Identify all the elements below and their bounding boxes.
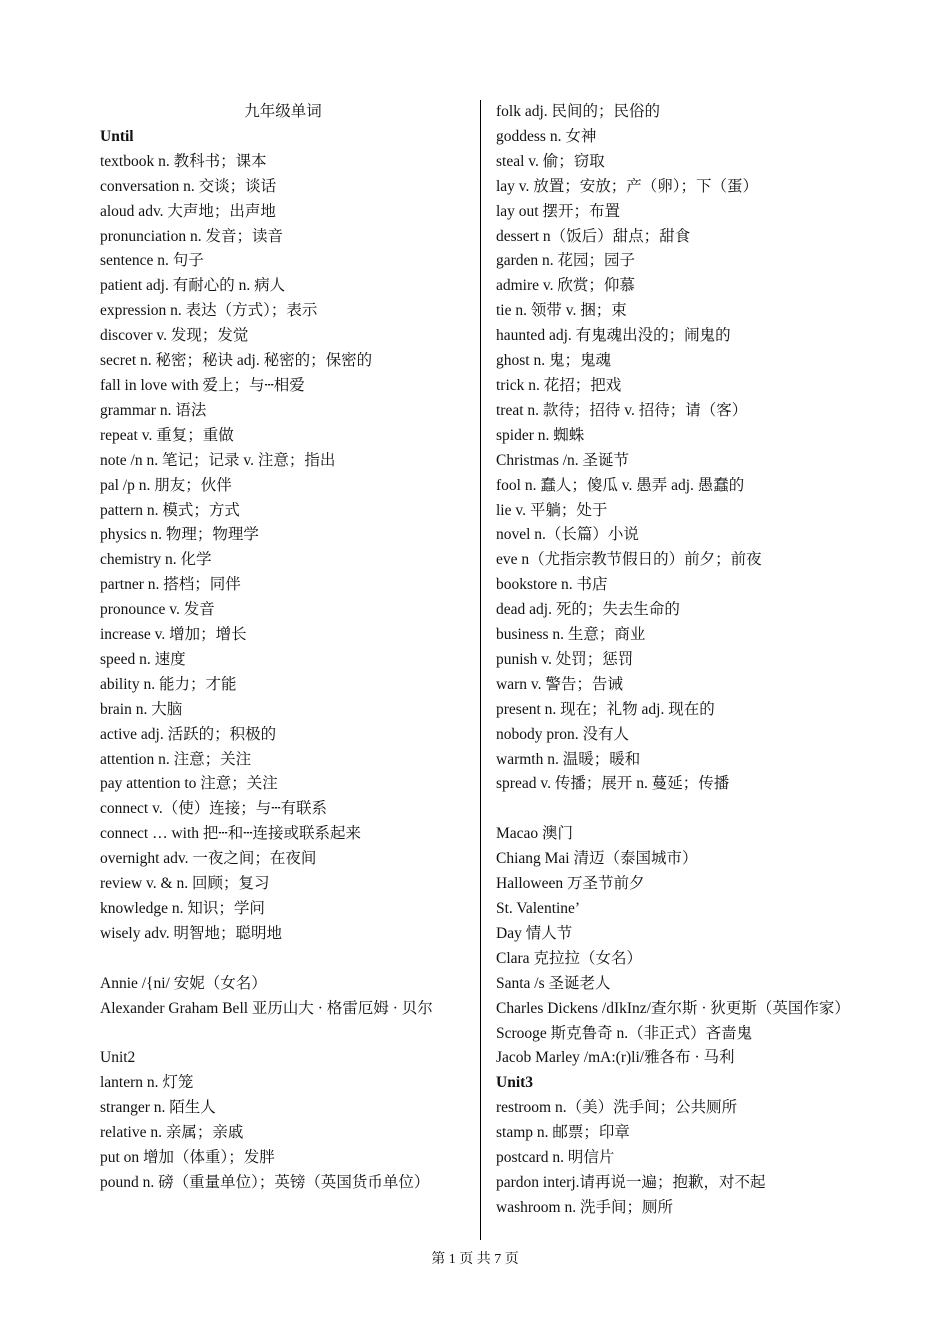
vocab-entry: fall in love with 爱上；与┄相爱 <box>100 376 305 394</box>
vocab-entry: pay attention to 注意；关注 <box>100 775 278 793</box>
vocab-entry: overnight adv. 一夜之间；在夜间 <box>100 850 317 868</box>
vocab-entry: admire v. 欣赏；仰慕 <box>496 277 635 295</box>
vocab-entry: dessert n（饭后）甜点；甜食 <box>496 227 691 245</box>
vocab-entry: Day 情人节 <box>496 924 573 942</box>
vocab-entry: connect v.（使）连接；与┄有联系 <box>100 800 328 818</box>
vocab-entry: aloud adv. 大声地；出声地 <box>100 202 276 220</box>
vocab-entry: haunted adj. 有鬼魂出没的；闹鬼的 <box>496 327 731 345</box>
vocab-entry: Annie /{ni/ 安妮（女名） <box>100 974 267 992</box>
vocab-entry: Jacob Marley /mA:(r)li/雅各布 · 马利 <box>496 1049 735 1067</box>
vocab-entry: relative n. 亲属；亲戚 <box>100 1124 244 1142</box>
vocab-entry: novel n.（长篇）小说 <box>496 526 639 544</box>
vocab-entry: lay v. 放置；安放；产（卵）；下（蛋） <box>496 177 759 195</box>
vocab-entry: warmth n. 温暖；暖和 <box>496 750 641 768</box>
vocab-entry: attention n. 注意；关注 <box>100 750 252 768</box>
vocab-entry: partner n. 搭档；同伴 <box>100 576 241 594</box>
vocab-entry: knowledge n. 知识；学问 <box>100 900 265 917</box>
vocab-entry: Charles Dickens /dIkInz/查尔斯 · 狄更斯（英国作家） <box>496 999 850 1017</box>
vocab-entry: Alexander Graham Bell 亚历山大 · 格雷厄姆 · 贝尔 <box>100 999 433 1017</box>
vocab-entry: lay out 摆开；布置 <box>496 202 620 220</box>
column-divider <box>480 100 481 1240</box>
vocab-entry: treat n. 款待；招待 v. 招待；请（客） <box>496 401 748 419</box>
vocab-entry: Chiang Mai 清迈（泰国城市） <box>496 850 698 868</box>
blank-line <box>100 1022 466 1047</box>
blank-line <box>100 947 466 972</box>
vocab-entry: lantern n. 灯笼 <box>100 1074 194 1092</box>
vocab-entry: conversation n. 交谈；谈话 <box>100 177 277 195</box>
vocab-entry: chemistry n. 化学 <box>100 551 212 569</box>
vocab-entry: speed n. 速度 <box>100 650 186 668</box>
vocab-entry: discover v. 发现；发觉 <box>100 327 249 345</box>
vocab-entry: stranger n. 陌生人 <box>100 1099 216 1117</box>
vocab-entry: St. Valentine’ <box>496 899 581 917</box>
page-footer: 第 1 页 共 7 页 <box>431 1252 519 1267</box>
vocab-entry: increase v. 增加；增长 <box>100 626 247 644</box>
vocab-entry: put on 增加（体重）；发胖 <box>100 1149 275 1167</box>
vocab-entry: note /n n. 笔记；记录 v. 注意；指出 <box>100 451 336 469</box>
vocab-entry: business n. 生意；商业 <box>496 626 646 644</box>
vocab-entry: punish v. 处罚；惩罚 <box>496 650 634 668</box>
vocab-entry: steal v. 偷；窃取 <box>496 152 605 170</box>
vocab-entry: review v. & n. 回顾；复习 <box>100 875 270 893</box>
vocab-entry: washroom n. 洗手间；厕所 <box>496 1198 673 1216</box>
vocab-entry: garden n. 花园；园子 <box>496 252 636 270</box>
vocab-entry: pal /p n. 朋友；伙伴 <box>100 476 232 494</box>
vocab-entry: spider n. 蜘蛛 <box>496 426 585 444</box>
vocab-entry: Macao 澳门 <box>496 825 574 843</box>
vocab-entry: lie v. 平躺；处于 <box>496 501 608 519</box>
vocab-entry: Christmas /n. 圣诞节 <box>496 451 630 469</box>
vocab-entry: repeat v. 重复；重做 <box>100 426 234 444</box>
vocab-entry: goddess n. 女神 <box>496 127 597 145</box>
vocab-entry: Santa /s 圣诞老人 <box>496 974 611 992</box>
vocab-entry: postcard n. 明信片 <box>496 1149 615 1167</box>
unit-heading: Unit3 <box>496 1074 534 1092</box>
vocab-entry: Unit2 <box>100 1049 136 1067</box>
vocab-entry: trick n. 花招；把戏 <box>496 376 622 394</box>
vocab-entry: pound n. 磅（重量单位）；英镑（英国货币单位） <box>100 1173 430 1191</box>
page-title: 九年级单词 <box>244 103 322 120</box>
vocab-entry: Clara 克拉拉（女名） <box>496 949 642 967</box>
vocab-entry: wisely adv. 明智地；聪明地 <box>100 924 282 942</box>
vocab-entry: grammar n. 语法 <box>100 401 207 419</box>
blank-line <box>496 797 864 822</box>
vocab-entry: active adj. 活跃的；积极的 <box>100 725 277 743</box>
left-word-column <box>100 100 466 1196</box>
vocab-entry: pronunciation n. 发音；读音 <box>100 227 283 245</box>
vocab-entry: restroom n.（美）洗手间；公共厕所 <box>496 1099 738 1117</box>
vocab-entry: Scrooge 斯克鲁奇 n.（非正式）吝啬鬼 <box>496 1024 753 1042</box>
vocab-entry: physics n. 物理；物理学 <box>100 526 259 544</box>
vocab-entry: brain n. 大脑 <box>100 700 183 718</box>
vocab-entry: fool n. 蠢人；傻瓜 v. 愚弄 adj. 愚蠢的 <box>496 476 745 494</box>
vocab-entry: Halloween 万圣节前夕 <box>496 875 645 893</box>
vocab-entry: spread v. 传播；展开 n. 蔓延；传播 <box>496 775 730 793</box>
vocab-entry: pattern n. 模式；方式 <box>100 501 240 519</box>
vocab-entry: nobody pron. 没有人 <box>496 725 630 743</box>
vocab-entry: folk adj. 民间的；民俗的 <box>496 103 661 120</box>
vocab-entry: expression n. 表达（方式）；表示 <box>100 302 318 320</box>
vocab-entry: stamp n. 邮票；印章 <box>496 1124 630 1142</box>
vocab-entry: pronounce v. 发音 <box>100 601 215 619</box>
right-word-column <box>496 100 864 1221</box>
vocab-entry: present n. 现在；礼物 adj. 现在的 <box>496 700 715 718</box>
vocab-entry: connect … with 把┄和┄连接或联系起来 <box>100 825 362 843</box>
unit-heading: Until <box>100 127 134 145</box>
vocab-entry: tie n. 领带 v. 捆；束 <box>496 302 627 320</box>
vocab-entry: secret n. 秘密；秘诀 adj. 秘密的；保密的 <box>100 352 373 370</box>
vocab-entry: warn v. 警告；告诫 <box>496 675 623 693</box>
vocab-entry: eve n（尤指宗教节假日的）前夕；前夜 <box>496 551 762 569</box>
vocab-entry: pardon interj.请再说一遍；抱歉，对不起 <box>496 1173 766 1191</box>
vocab-entry: textbook n. 教科书；课本 <box>100 152 267 170</box>
vocab-entry: ghost n. 鬼；鬼魂 <box>496 352 611 370</box>
vocab-entry: patient adj. 有耐心的 n. 病人 <box>100 277 286 295</box>
vocab-entry: sentence n. 句子 <box>100 252 204 270</box>
vocab-entry: dead adj. 死的；失去生命的 <box>496 601 680 619</box>
vocab-entry: ability n. 能力；才能 <box>100 675 237 693</box>
vocab-entry: bookstore n. 书店 <box>496 576 608 594</box>
